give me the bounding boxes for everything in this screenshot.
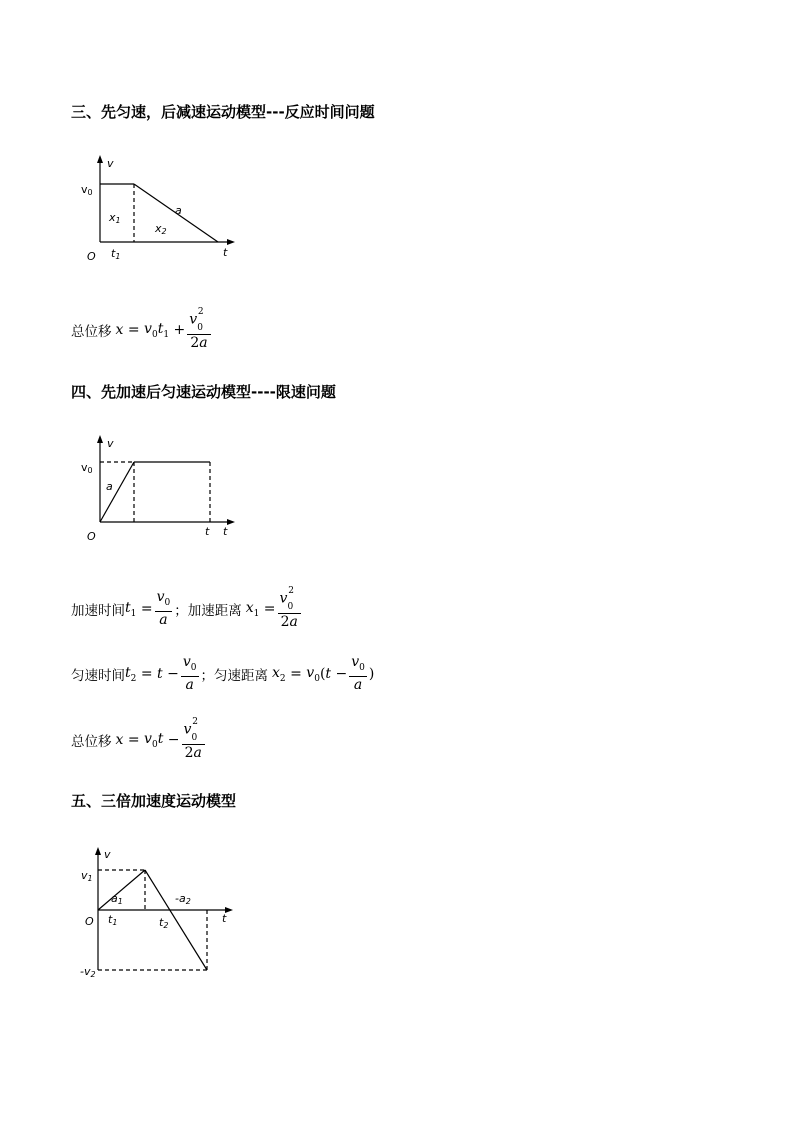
graph-triple-acceleration [75, 840, 245, 985]
formula-uniform: 匀速时间 $t_2$ = t − $\frac{v_0}{a}$ ； 匀速距离 $x_2$ = $v_0$ ( t − $\frac{v_0}{a}$ ) [71, 654, 375, 693]
v-axis-arrow [97, 155, 103, 163]
t1-label: t1 [111, 247, 121, 261]
formula-total-displacement-1: 总位移 x = $v_0t_1$ + $\frac{v_0^2}{2a}$ [71, 308, 213, 352]
t-axis-arrow [227, 519, 235, 525]
a-label: a [175, 204, 182, 217]
origin-label: O [87, 530, 96, 543]
v1-label: v1 [81, 869, 93, 883]
formula-accel: 加速时间 $t_1$ = $\frac{v_0}{a}$ ； 加速距离 $x_1$ = $\frac{v_0^2}{2a}$ [71, 587, 303, 631]
a1-label: a1 [111, 892, 123, 906]
t-label: t [223, 246, 228, 259]
v-label: v [104, 848, 111, 861]
v0-label: v0 [81, 183, 93, 197]
neg-v2-label: -v2 [80, 965, 96, 979]
v-label: v [107, 157, 114, 170]
v-axis-arrow [97, 435, 103, 443]
x2-label: x2 [155, 222, 167, 236]
t-label: t [223, 525, 228, 538]
graph-accel-then-uniform [75, 430, 245, 545]
v0-label: v0 [81, 461, 93, 475]
section-title-3: 三、先匀速，后减速运动模型---反应时间问题 [71, 103, 375, 121]
section-title-4: 四、先加速后匀速运动模型----限速问题 [71, 383, 336, 401]
x1-label: x1 [109, 211, 121, 225]
section-title-5: 五、三倍加速度运动模型 [71, 792, 237, 810]
t-axis-arrow [227, 239, 235, 245]
t-mark-label: t [205, 525, 210, 538]
t2-label: t2 [159, 916, 169, 930]
v-axis-arrow [95, 847, 101, 855]
graph-uniform-then-decel [75, 150, 245, 265]
neg-a2-label: -a2 [175, 892, 191, 906]
origin-label: O [87, 250, 96, 263]
origin-label: O [85, 915, 94, 928]
t-label: t [222, 912, 227, 925]
decel-segment [145, 870, 207, 970]
a-label: a [106, 480, 113, 493]
formula-total-displacement-2: 总位移 x = $v_0t$ − $\frac{v_0^2}{2a}$ [71, 718, 207, 762]
v-label: v [107, 437, 114, 450]
t1-label: t1 [108, 913, 118, 927]
